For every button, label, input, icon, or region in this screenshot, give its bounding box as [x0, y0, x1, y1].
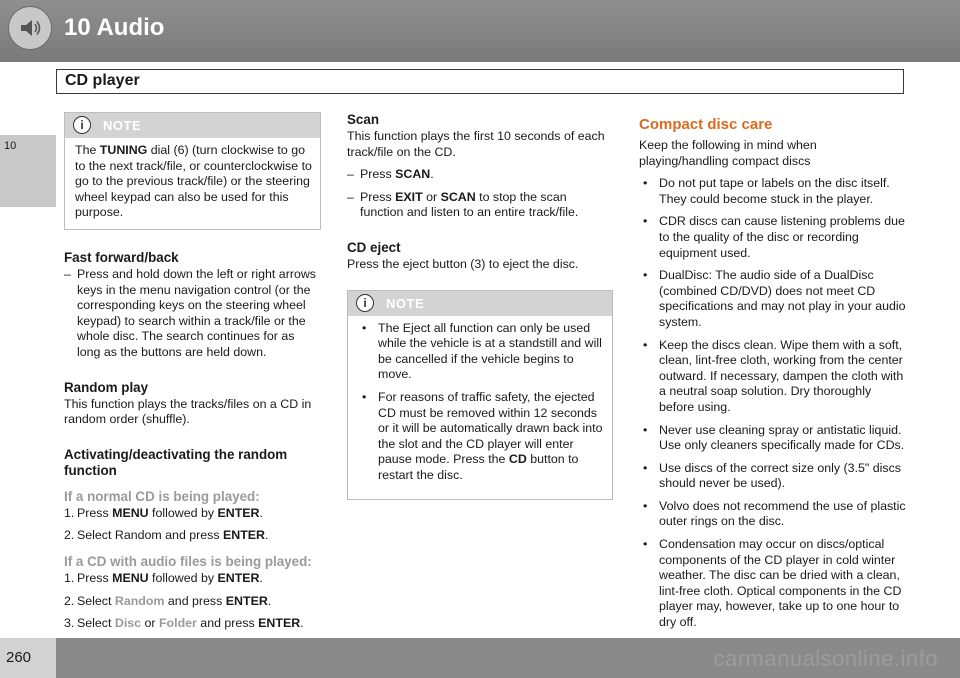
- page-number: 260: [6, 649, 32, 666]
- column-3: [639, 112, 909, 638]
- note-box: [347, 290, 613, 500]
- list-item: • Never use cleaning spray or antistatic liquid. Use only cleaners specifically made for CDs.: [643, 422, 905, 453]
- list-item: 3. Select Disc or Folder and press ENTER.: [64, 616, 304, 631]
- chapter-title: 10 Audio: [64, 14, 165, 41]
- heading-scan: Scan: [347, 112, 380, 127]
- list-item: – Press SCAN.: [347, 167, 434, 182]
- heading-fast-forward: Fast forward/back: [64, 249, 179, 265]
- chapter-header: [0, 0, 960, 62]
- paragraph: This function plays the tracks/files on a CD in random order (shuffle).: [64, 396, 312, 427]
- list-item: 1. Press MENU followed by ENTER.: [64, 505, 263, 520]
- note-text: The TUNING dial (6) (turn clockwise to go to the next track/file, or counterclockwise to go to the previous track/file) or the steering wheel keypad can also be used for this purpose.: [75, 143, 312, 220]
- heading-random-play: Random play: [64, 379, 149, 395]
- list-item: – Press EXIT or SCAN to stop the scan function and listen to an entire track/file.: [347, 189, 579, 220]
- heading-activating-random: Activating/deactivating the random function: [64, 446, 288, 478]
- watermark: carmanualsonline.info: [713, 646, 938, 671]
- info-icon: i: [356, 294, 374, 312]
- speaker-icon: [8, 6, 52, 50]
- info-icon: i: [73, 116, 91, 134]
- section-title: CD player: [65, 72, 140, 89]
- list-item: • Use discs of the correct size only (3.5" discs should never be used).: [643, 460, 901, 491]
- column-2: [347, 112, 613, 520]
- list-item: • For reasons of traffic safety, the ejected CD must be removed within 12 seconds or it will be automatically drawn back into the slot and the CD player will enter pause mode. Press the CD button to restart the disc.: [362, 389, 603, 482]
- note-body: [65, 138, 320, 221]
- paragraph: This function plays the first 10 seconds of each track/file on the CD.: [347, 129, 605, 159]
- subheading-audio-files: If a CD with audio files is being played:: [64, 553, 312, 569]
- list-item: • DualDisc: The audio side of a DualDisc (combined CD/DVD) does not meet CD specifications and may not play in your audio system.: [643, 268, 906, 329]
- note-box: [64, 112, 321, 230]
- list-item: • Keep the discs clean. Wipe them with a soft, clean, lint-free cloth, working from the center outward. If necessary, dampen the cloth with a neutral soap solution. Dry thoroughly before using.: [643, 337, 904, 414]
- heading-compact-disc-care: Compact disc care: [639, 116, 773, 133]
- list-item: • CDR discs can cause listening problems due to the quality of the disc or recording equipment used.: [643, 214, 905, 260]
- paragraph: Press the eject button (3) to eject the disc.: [347, 256, 579, 271]
- list-item: 1. Press MENU followed by ENTER.: [64, 570, 263, 585]
- note-body: [348, 316, 612, 484]
- list-item: • Condensation may occur on discs/optical components of the CD player in cold winter weather. The disc can be dried with a clean, lint-free cloth. Optical components in the CD player may, however, take up to one hour to dry off.: [643, 537, 902, 630]
- column-1: [64, 112, 321, 639]
- list-item: • Do not put tape or labels on the disc itself. They could become stuck in the player.: [643, 176, 890, 206]
- note-label: NOTE: [103, 118, 142, 133]
- list-item: 2. Select Random and press ENTER.: [64, 593, 272, 608]
- subheading-normal-cd: If a normal CD is being played:: [64, 488, 260, 504]
- page-footer: [0, 638, 960, 678]
- note-label: NOTE: [386, 295, 425, 311]
- note-header: [348, 291, 612, 316]
- list-item: • Volvo does not recommend the use of plastic outer rings on the disc.: [643, 498, 906, 529]
- list-item: • The Eject all function can only be used while the vehicle is at a standstill and will be cancelled if the vehicle begins to move.: [362, 320, 602, 382]
- paragraph: Keep the following in mind when playing/handling compact discs: [639, 138, 817, 168]
- list-item: – Press and hold down the left or right arrows keys in the menu navigation control (or the corresponding keys on the steering wheel keypad) to search within a track/file or the whole disc. The search continues for as long as the buttons are held down.: [64, 266, 316, 359]
- footer-page-box: [0, 638, 56, 678]
- heading-cd-eject: CD eject: [347, 239, 401, 255]
- list-item: 2. Select Random and press ENTER.: [64, 528, 269, 543]
- section-bar: [56, 69, 904, 94]
- note-header: [65, 113, 320, 138]
- chapter-tab-number: 10: [4, 140, 17, 152]
